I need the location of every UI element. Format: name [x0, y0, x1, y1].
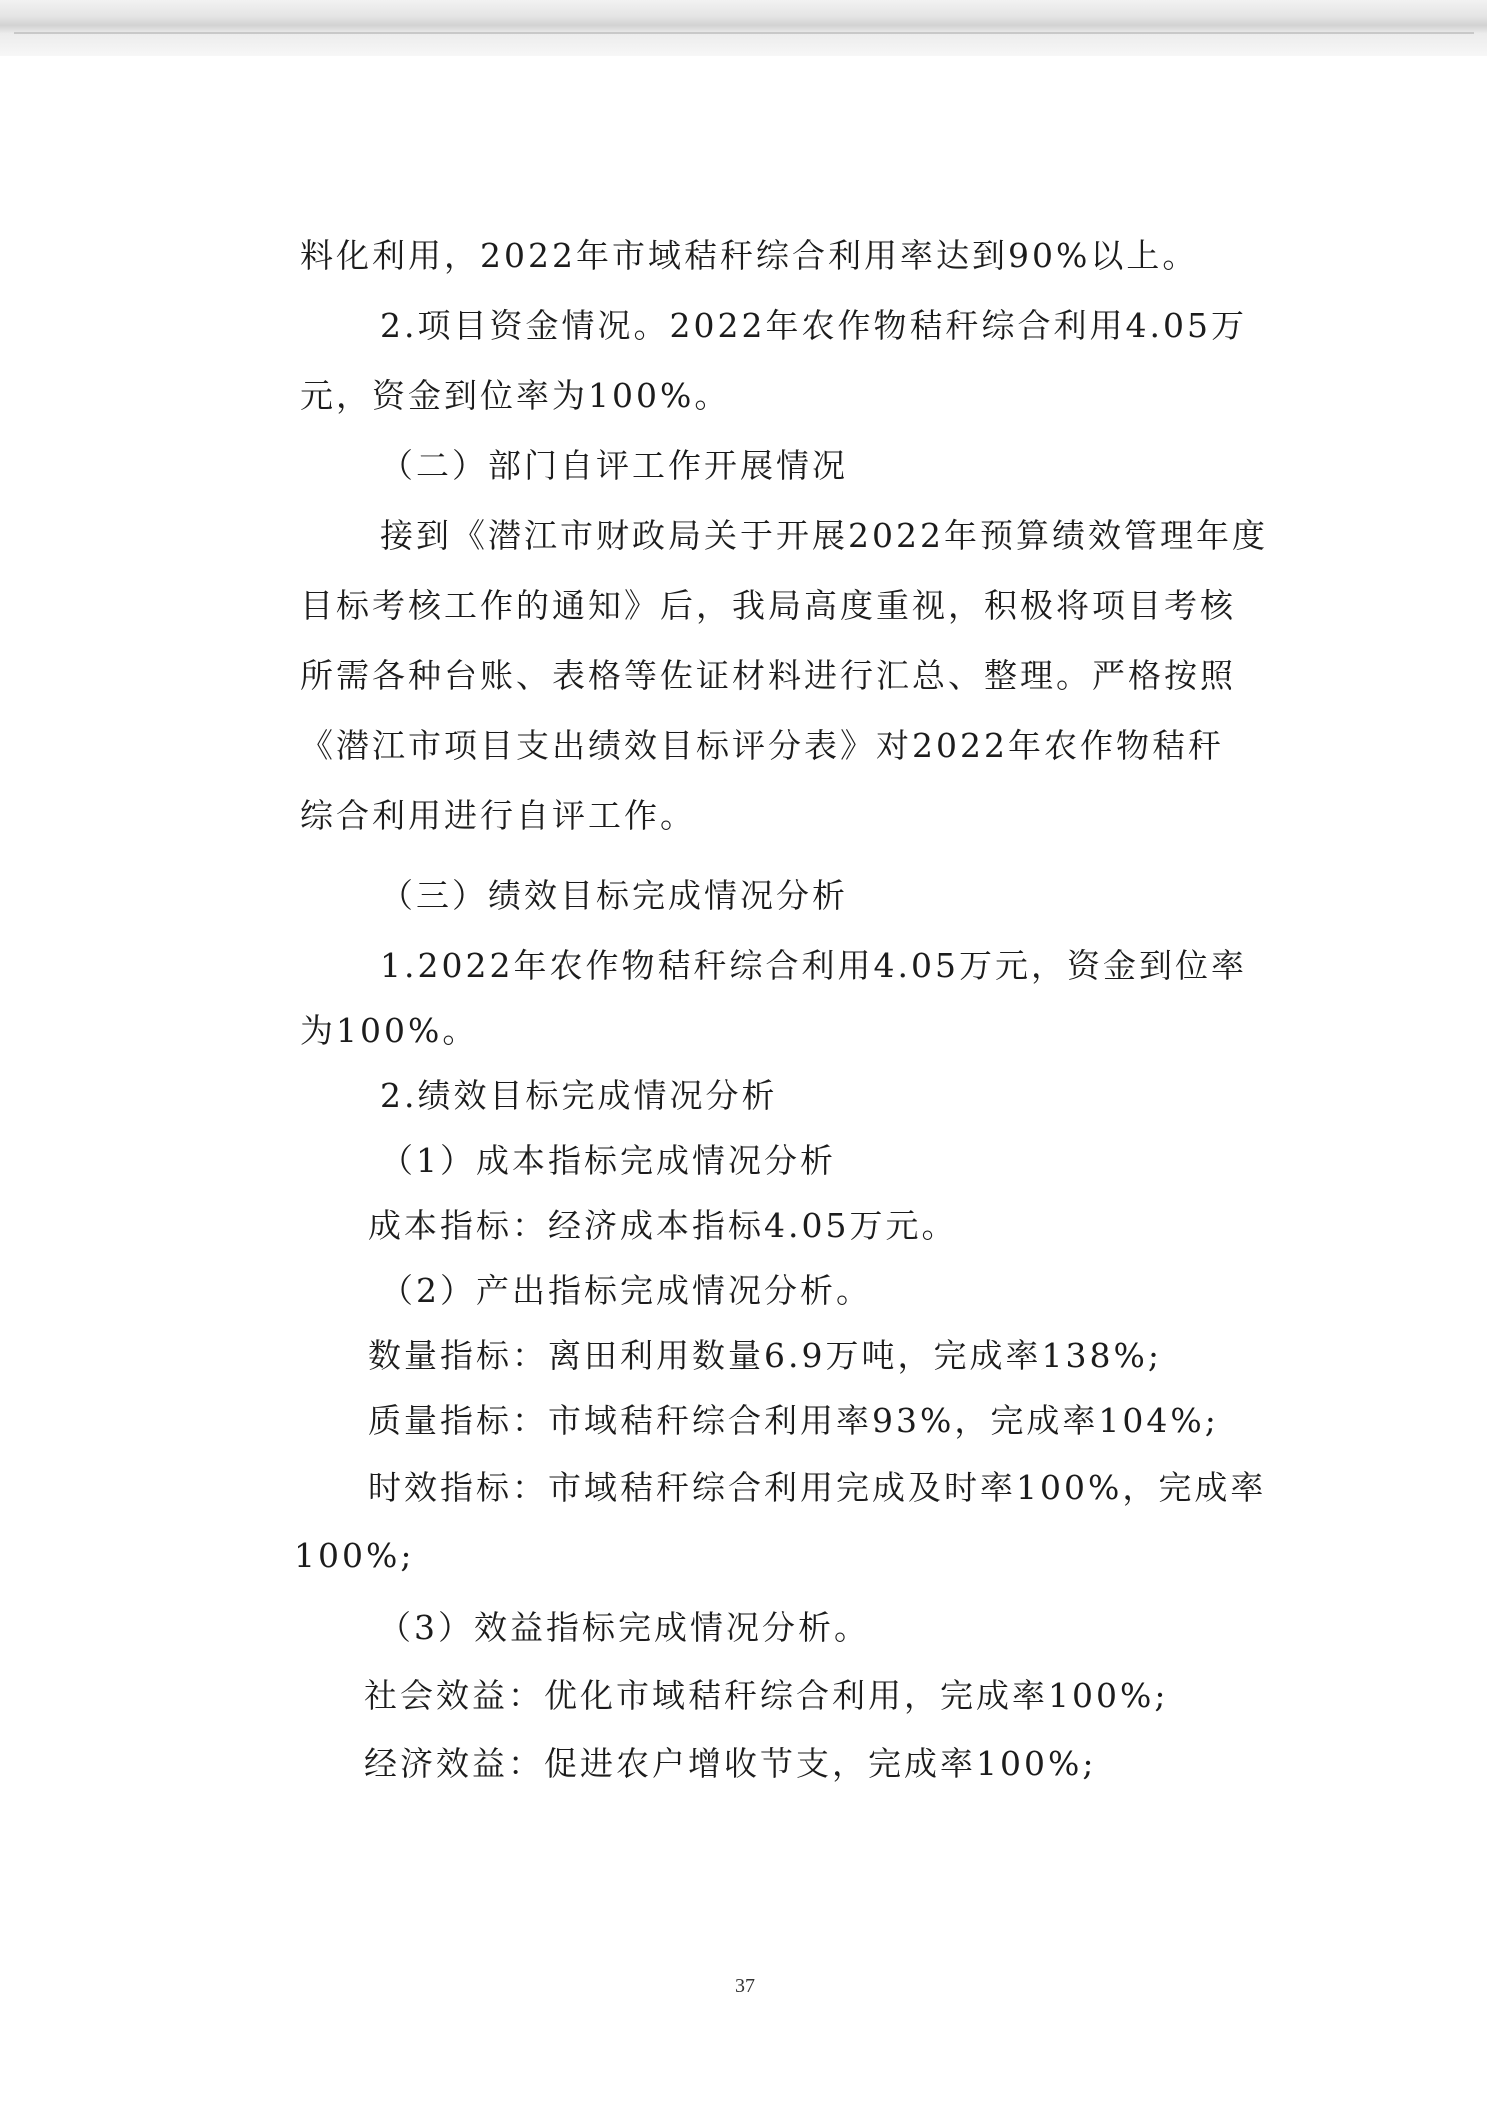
subsection-heading: （1）成本指标完成情况分析 [380, 1141, 836, 1180]
text-line: 100%; [294, 1536, 415, 1575]
text-line: 综合利用进行自评工作。 [300, 796, 696, 835]
text-line: 1.2022年农作物秸秆综合利用4.05万元，资金到位率 [380, 946, 1247, 985]
text-line: 时效指标：市域秸秆综合利用完成及时率100%，完成率 [368, 1468, 1267, 1507]
text-line: 经济效益：促进农户增收节支，完成率100%; [364, 1744, 1097, 1783]
scan-top-band [0, 0, 1487, 56]
text-line: 为100%。 [300, 1011, 479, 1050]
text-line: 所需各种台账、表格等佐证材料进行汇总、整理。严格按照 [300, 656, 1236, 695]
text-line: 社会效益：优化市域秸秆综合利用，完成率100%; [364, 1676, 1169, 1715]
text-line: 元，资金到位率为100%。 [300, 376, 731, 415]
section-heading: （二）部门自评工作开展情况 [380, 446, 848, 485]
page-number: 37 [735, 1975, 755, 1997]
text-line: 质量指标：市域秸秆综合利用率93%，完成率104%; [368, 1401, 1219, 1440]
subsection-heading: 2.绩效目标完成情况分析 [380, 1076, 778, 1115]
text-line: 《潜江市项目支出绩效目标评分表》对2022年农作物秸秆 [300, 726, 1224, 765]
text-line: 接到《潜江市财政局关于开展2022年预算绩效管理年度 [380, 516, 1268, 555]
subsection-heading: （2）产出指标完成情况分析。 [380, 1271, 872, 1310]
text-line: 成本指标：经济成本指标4.05万元。 [368, 1206, 958, 1245]
text-line: 料化利用，2022年市域秸秆综合利用率达到90%以上。 [300, 236, 1199, 275]
scan-top-line [14, 32, 1474, 34]
text-line: 目标考核工作的通知》后，我局高度重视，积极将项目考核 [300, 586, 1236, 625]
subsection-heading: （3）效益指标完成情况分析。 [378, 1608, 870, 1647]
section-heading: （三）绩效目标完成情况分析 [380, 876, 848, 915]
text-line: 2.项目资金情况。2022年农作物秸秆综合利用4.05万 [380, 306, 1247, 345]
text-line: 数量指标：离田利用数量6.9万吨，完成率138%; [368, 1336, 1162, 1375]
